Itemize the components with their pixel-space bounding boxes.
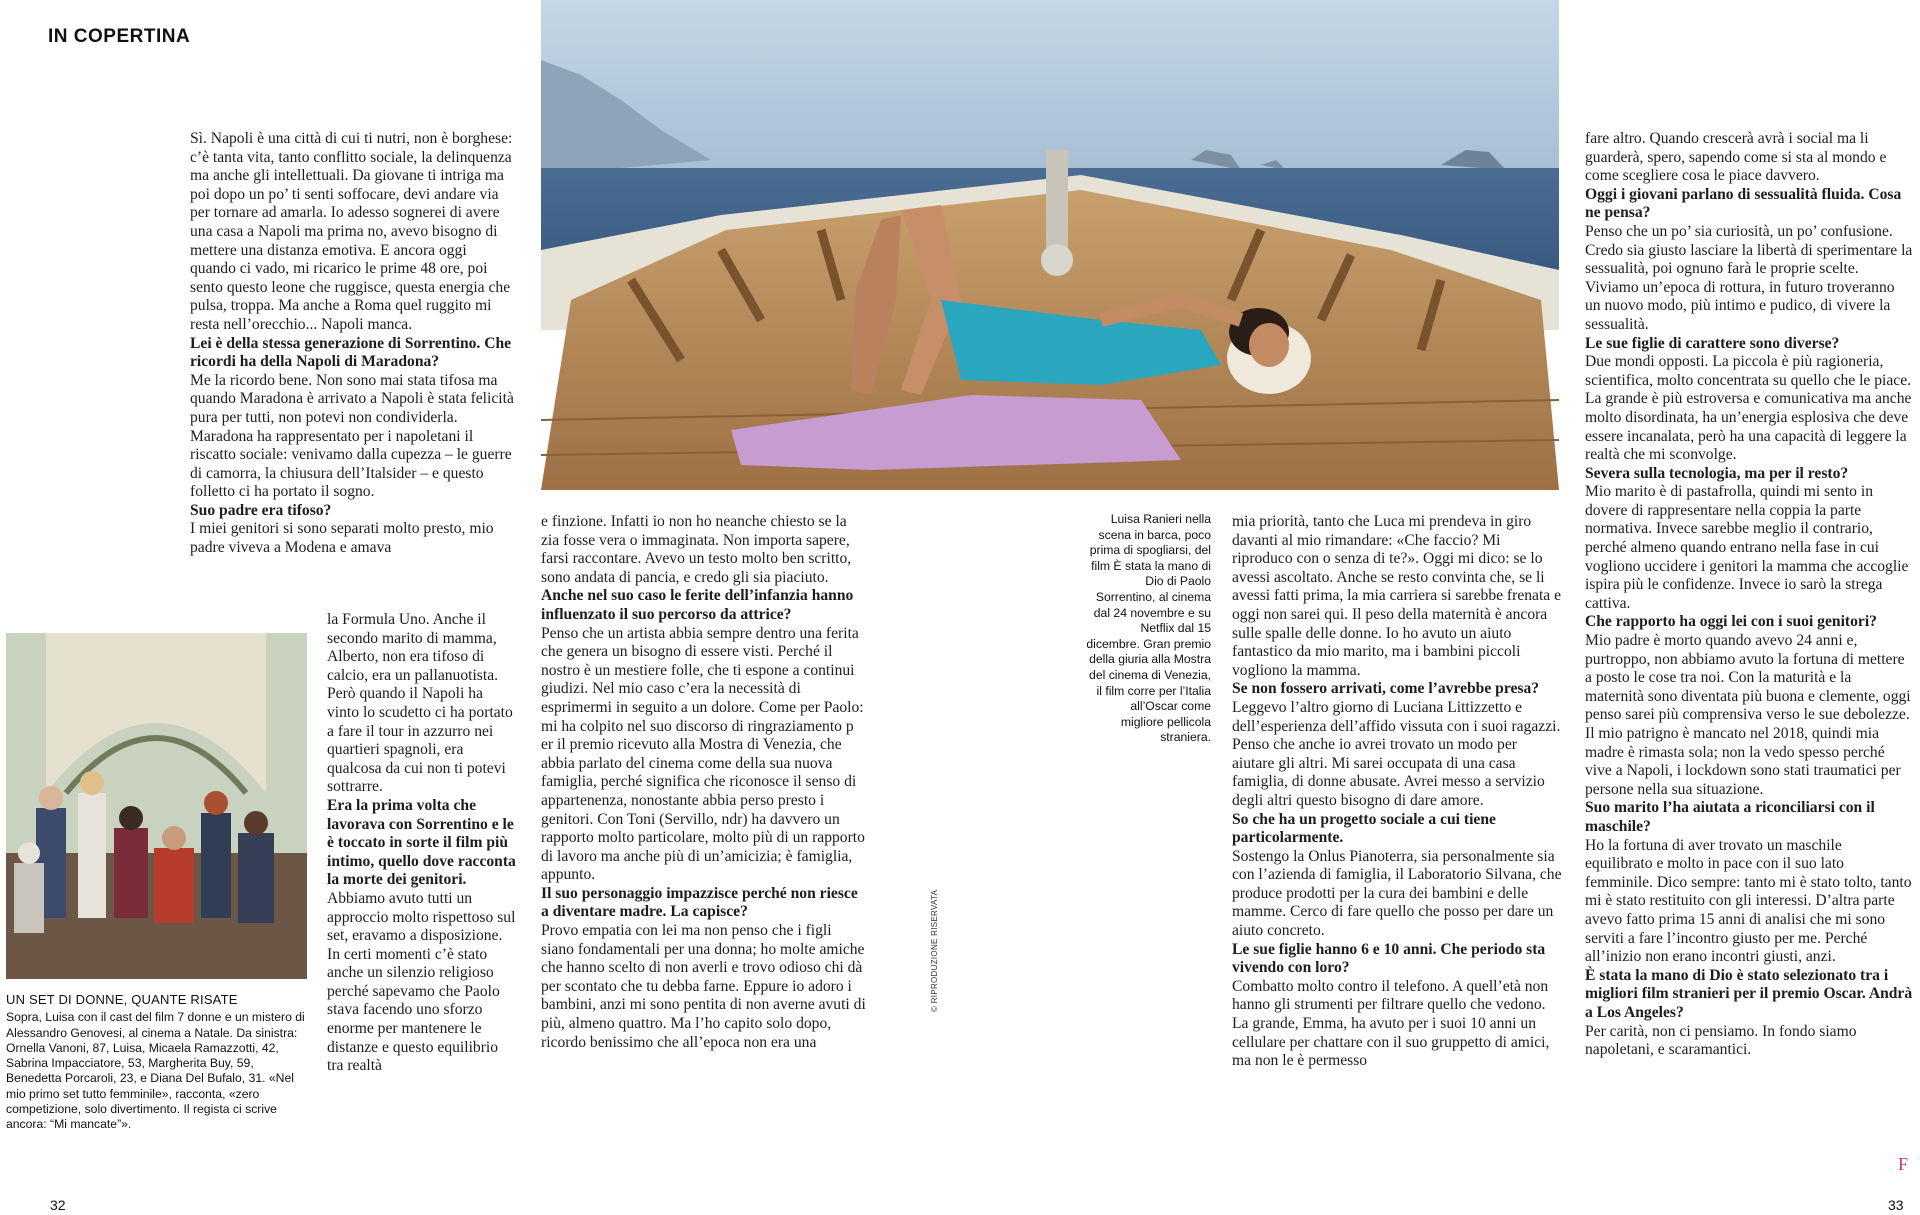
end-mark: F [1898, 1154, 1909, 1174]
column-3 [541, 513, 866, 1052]
column-1 [190, 130, 515, 558]
interview-question: Anche nel suo caso le ferite dell’infanzia hanno influenzato il suo percorso da attrice? [541, 587, 854, 623]
copyright-notice: © RIPRODUZIONE RISERVATA [930, 889, 939, 1012]
interview-answer: e finzione. Infatti io non ho neanche chiesto se la zia fosse vera o immaginata. Non importa sapere, farsi raccontare. Avevo un testo molto ben scritto, sono andata di pancia, e credo gli sia piaciuto. [541, 513, 852, 586]
interview-question: Era la prima volta che lavorava con Sorrentino e le è toccato in sorte il film più intimo, quello dove racconta la morte dei genitori. [327, 796, 516, 889]
cast-caption-title: UN SET DI DONNE, QUANTE RISATE [6, 992, 238, 1007]
interview-answer: Mio marito è di pastafrolla, quindi mi sento in dovere di rappresentare nella coppia la parte normativa. Invece sarebbe meglio il contrario, perché almeno quando entrano nella fase in cui vogliono uccidere i genitori la mamma che accoglie ispira più le confidenze. Invece io sarò la strega cattiva. [1585, 483, 1909, 612]
interview-answer: Sì. Napoli è una città di cui ti nutri, non è borghese: c’è tanta vita, tanto conflitto sociale, la delinquenza ma anche gli intellettuali. Da giovane ti intriga ma poi dopo un po’ ti senti soffocare, devi andare via per tornare ad amarla. Io adesso sognerei di avere una casa a Napoli ma prima no, avevo bisogno di mettere una distanza emotiva. E ancora oggi quando ci vado, mi ricarico le prime 48 ore, poi sento questo leone che ruggisce, questa energia che pulsa, troppa. Ma anche a Roma quel ruggito mi resta nell’orecchio... Napoli manca. [190, 130, 513, 333]
interview-answer: Penso che un artista abbia sempre dentro una ferita che genera un bisogno di essere visti. Perché il nostro è un mestiere folle, che ti espone a continui giudizi. Nel mio caso c’era la necessità di esprimermi in seguito a un dolore. Come per Paolo: mi ha colpito nel suo discorso di ringraziamento p er il premio ricevuto alla Mostra di Venezia, che abbia parlato del cinema come della sua nuova famiglia, perché significa che riconosce il senso di appartenenza, nonostante abbia perso presto i genitori. Con Toni (Servillo, ndr) ha davvero un rapporto molto particolare, molto più di un rapporto di lavoro ma anche più di un’amicizia; è famiglia, appunto. [541, 624, 865, 884]
interview-question: Le sue figlie di carattere sono diverse? [1585, 334, 1840, 352]
interview-answer: I miei genitori si sono separati molto presto, mio padre viveva a Modena e amava [190, 520, 494, 557]
interview-answer: Abbiamo avuto tutti un approccio molto rispettoso sul set, eravamo a disposizione. In certi momenti c’è stato anche un silenzio religioso perché sapevamo che Paolo stava facendo uno sforzo enorme per mantenere le distanze e questo equilibrio tra realtà [327, 889, 516, 1075]
interview-question: Suo padre era tifoso? [190, 501, 332, 519]
interview-answer: Per carità, non ci pensiamo. In fondo siamo napoletani, e scaramantici. [1585, 1022, 1857, 1059]
interview-answer: fare altro. Quando crescerà avrà i social ma li guarderà, spero, sapendo come si sta al mondo e come scegliere cosa le piace davvero. [1585, 130, 1887, 185]
interview-answer: Me la ricordo bene. Non sono mai stata tifosa ma quando Maradona è arrivato a Napoli è stata felicità pura per tutti, non potevi non condividerla. Maradona ha rappresentato per i napoletani il riscatto sociale: venivamo dalla cupezza – le guerre di camorra, la chiusura dell’Italsider – e questo folletto ci ha portato il sogno. [190, 371, 514, 501]
column-5 [1585, 130, 1913, 1060]
interview-question: Il suo personaggio impazzisce perché non riesce a diventare madre. La capisce? [541, 884, 858, 921]
interview-question: Oggi i giovani parlano di sessualità fluida. Cosa ne pensa? [1585, 185, 1902, 222]
interview-answer: Provo empatia con lei ma non penso che i figli siano fondamentali per una donna; ho molte amiche che hanno scelto di non averli e trovo odioso chi dà per scontato che tu debba farne. Eppure io adoro i bambini, anzi mi sono pentita di non averne avuti di più, almeno quattro. Ma l’ho capito solo dopo, ricordo benissimo che all’epoca non era una [541, 922, 866, 1051]
interview-question: Le sue figlie hanno 6 e 10 anni. Che periodo sta vivendo con loro? [1232, 940, 1546, 977]
cast-illustration [6, 633, 307, 979]
interview-question: Suo marito l’ha aiutata a riconciliarsi con il maschile? [1585, 799, 1875, 835]
interview-answer: Leggevo l’altro giorno di Luciana Littizzetto e dell’esperienza dell’affido vissuta con i suoi ragazzi. Penso che anche io avrei trovato un modo per aiutare gli altri. Mi sarei occupata di una casa famiglia, di donne abusate. Avrei messo a servizio degli altri questo bisogno di dare amore. [1232, 698, 1561, 809]
interview-answer: Penso che un po’ sia curiosità, un po’ confusione. Credo sia giusto lasciare la libertà di sperimentare la sessualità, poi ognuno farà le proprie scelte. Viviamo un’epoca di rottura, in futuro troveranno un nuovo modo, più intimo e pudico, di vivere la sessualità. [1585, 222, 1913, 333]
interview-question: È stata la mano di Dio è stato selezionato tra i migliori film stranieri per il premio Oscar. Andrà a Los Angeles? [1585, 966, 1913, 1021]
interview-answer: mia priorità, tanto che Luca mi prendeva in giro davanti al mio rimandare: «Che faccio? Mi riproduco con o senza di te?». Oggi mi dico: se lo avessi ascoltato. Anche se resto convinta che, se li avessi fatti prima, la mia carriera si sarebbe frenata e oggi non sarei qui. Il peso della maternità è ancora sulle spalle delle donne. Io ho avuto un aiuto fantastico da mio marito, ma i bambini piccoli vogliono la mamma. [1232, 513, 1562, 679]
page-number-left: 32 [50, 1197, 66, 1213]
section-label: IN COPERTINA [48, 26, 191, 47]
main-photo-caption: Luisa Ranieri nella scena in barca, poco prima di spogliarsi, del film È stata la mano di Dio di Paolo Sorrentino, al cinema dal 24 novembre e su Netflix dal 15 dicembre. Gran premio della giuria alla Mostra del cinema di Venezia, il film corre per l’Italia all’Oscar come migliore pellicola straniera. [1086, 512, 1211, 745]
column-2 [327, 611, 517, 1076]
interview-question: Severa sulla tecnologia, ma per il resto? [1585, 464, 1849, 482]
cast-photo-caption [6, 992, 306, 1133]
interview-question: Se non fossero arrivati, come l’avrebbe presa? [1232, 680, 1540, 698]
interview-answer: Mio padre è morto quando avevo 24 anni e, purtroppo, non abbiamo avuto la fortuna di mettere a posto le cose tra noi. Con la maturità e la maternità sono diventata più buona e clemente, oggi penso sarei più comprensiva verso le sue debolezze. Il mio patrigno è mancato nel 2018, quindi mia madre è rimasta sola; non la vedo spesso perché vive a Napoli, i lockdown sono stati traumatici per persone nella sua situazione. [1585, 632, 1911, 798]
interview-question: So che ha un progetto sociale a cui tiene particolarmente. [1232, 810, 1496, 847]
main-photo [541, 0, 1559, 490]
interview-answer: Sostengo la Onlus Pianoterra, sia personalmente sia con l’azienda di famiglia, il Laboratorio Silvana, che produce prodotti per la cura dei bambini e delle mamme. Cerco di fare quello che posso per dare un aiuto concreto. [1232, 847, 1562, 940]
page-number-right: 33 [1888, 1197, 1904, 1213]
interview-question: Che rapporto ha oggi lei con i suoi genitori? [1585, 613, 1877, 631]
cast-caption-body: Sopra, Luisa con il cast del film 7 donne e un mistero di Alessandro Genovesi, al cinema a Natale. Da sinistra: Ornella Vanoni, 87, Luisa, Micaela Ramazzotti, 42, Sabrina Impacciatore, 53, Margherita Buy, 59, Benedetta Porcaroli, 23, e Diana Del Bufalo, 31. «Nel mio primo set tutto femminile», racconta, «zero competizione, solo divertimento. Il regista ci scrive ancora: “Mi mancate”». [6, 1010, 305, 1132]
column-4 [1232, 513, 1562, 1071]
interview-answer: Ho la fortuna di aver trovato un maschile equilibrato e molto in pace con il suo lato femminile. Dico sempre: tanto mi è stato tolto, tanto mi è stato restituito con gli interessi. D’altra parte avevo fatto prima 15 anni di analisi che mi sono serviti a fare l’incontro giusto per me. Perché all’inizio non erano incontri giusti, anzi. [1585, 836, 1912, 966]
interview-answer: Due mondi opposti. La piccola è più ragioneria, scientifica, molto concentrata su quello che le piace. La grande è più estroversa e comunicativa ma anche molto disordinata, ha un’energia esplosiva che deve essere incanalata, però ha una capacità di leggere la realtà che mi sconvolge. [1585, 353, 1912, 464]
boat-scene-illustration [541, 0, 1559, 490]
cast-photo [6, 633, 307, 979]
interview-answer: la Formula Uno. Anche il secondo marito di mamma, Alberto, non era tifoso di calcio, era un pallanuotista. Però quando il Napoli ha vinto lo scudetto ci ha portato a fare il tour in azzurro nei quartieri spagnoli, era qualcosa da cui non ti potevi sottrarre. [327, 611, 513, 796]
interview-question: Lei è della stessa generazione di Sorrentino. Che ricordi ha della Napoli di Maradona? [190, 334, 512, 371]
interview-answer: Combatto molto contro il telefono. A quell’età non hanno gli strumenti per filtrare quello che vedono. La grande, Emma, ha avuto per i suoi 10 anni un cellulare per chattare con il suo gruppetto di amici, ma non le è permesso [1232, 977, 1550, 1070]
